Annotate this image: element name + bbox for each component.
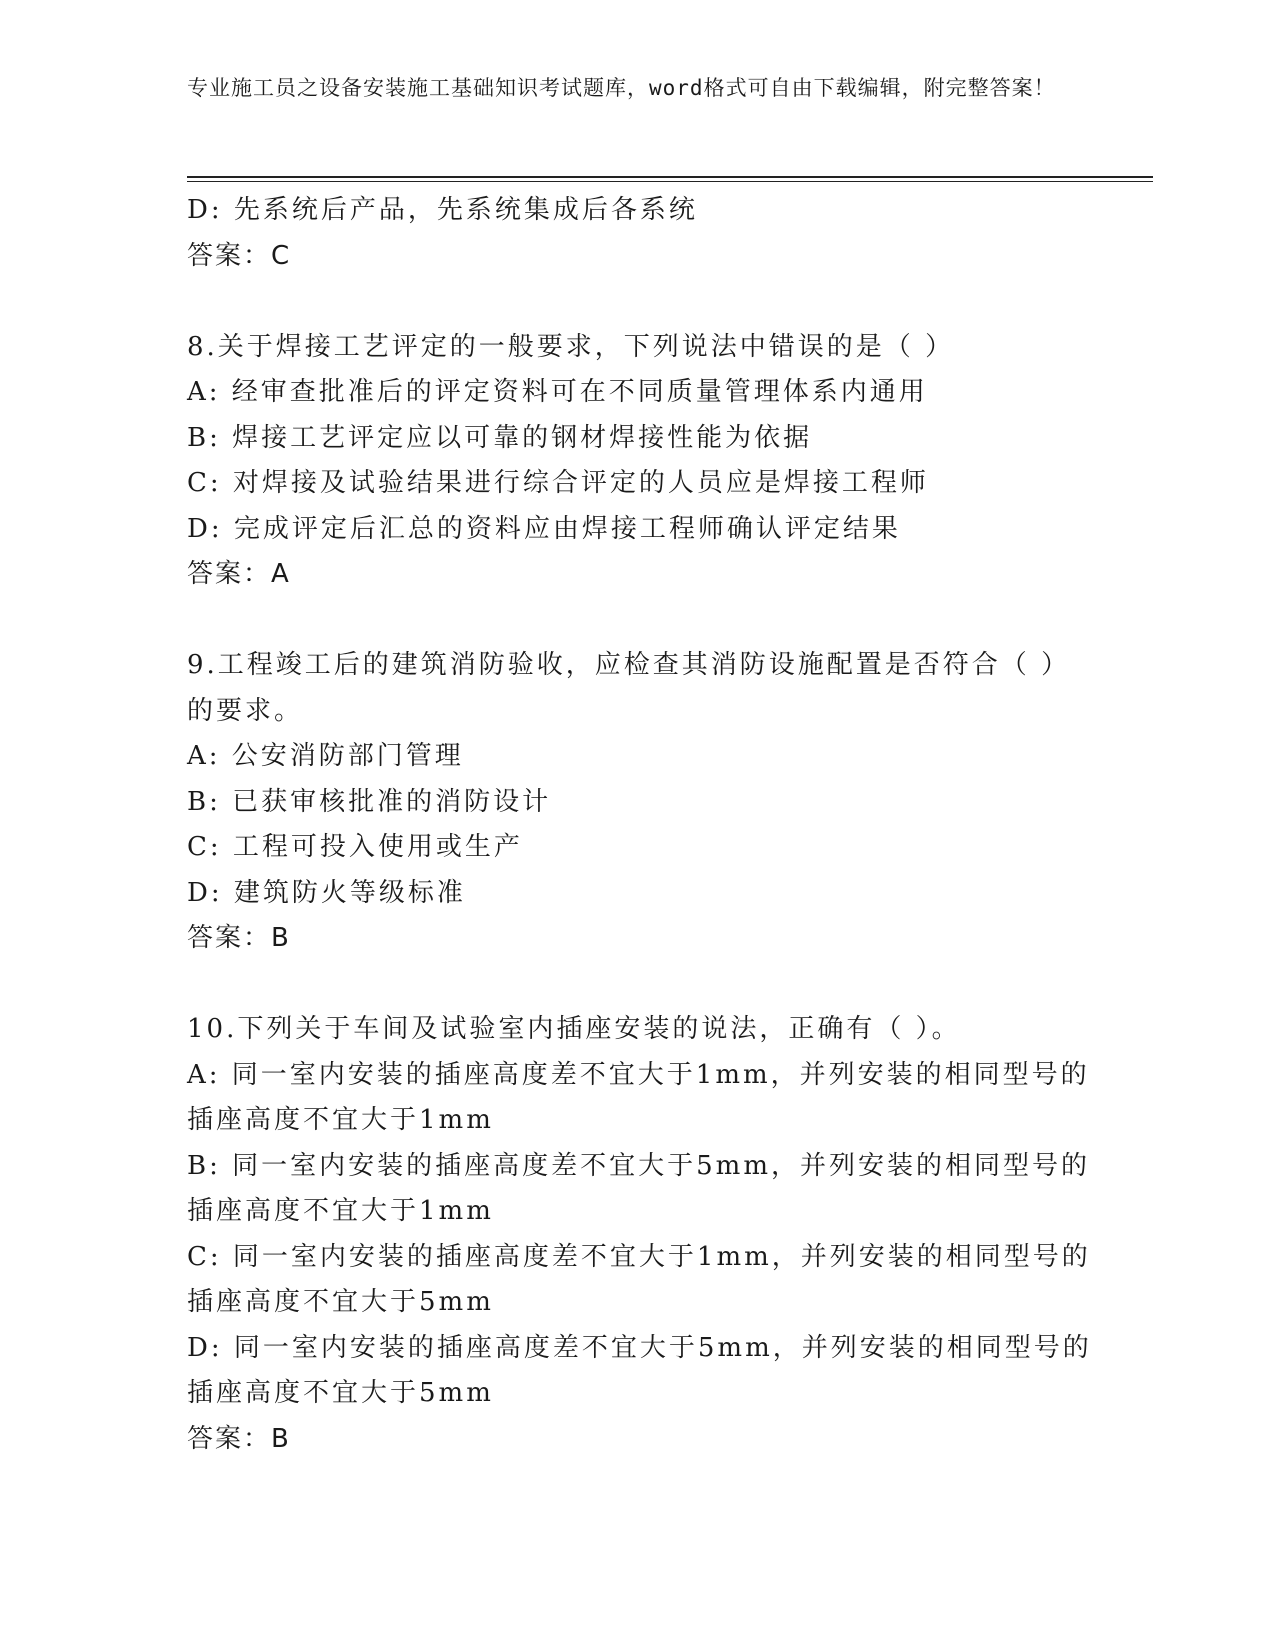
header-divider-thin: [187, 181, 1153, 182]
question-10: [187, 1007, 1092, 1462]
spacer: [187, 279, 1087, 325]
question-8: [187, 325, 1087, 598]
prev-option-d: D: 先系统后产品，先系统集成后各系统: [187, 195, 698, 225]
option-a: A: 公安消防部门管理: [187, 741, 464, 771]
question-stem: 8.关于焊接工艺评定的一般要求，下列说法中错误的是（ ）: [187, 331, 955, 362]
option-c: C: 同一室内安装的插座高度差不宜大于1mm，并列安装的相同型号的: [187, 1241, 1091, 1272]
option-d: D: 完成评定后汇总的资料应由焊接工程师确认评定结果: [187, 513, 901, 544]
answer: 答案：A: [187, 559, 291, 589]
question-stem-continued: 的要求。: [187, 695, 304, 726]
spacer: [187, 962, 1087, 1008]
header-divider-thick: [187, 176, 1153, 178]
answer: 答案：B: [187, 923, 291, 953]
option-d-continued: 插座高度不宜大于5mm: [187, 1378, 494, 1408]
question-9: [187, 643, 1087, 962]
question-content: [187, 188, 1092, 1462]
answer: 答案：B: [187, 1423, 291, 1454]
option-d: D: 建筑防火等级标准: [187, 877, 466, 908]
spacer: [187, 598, 1087, 644]
option-a: A: 同一室内安装的插座高度差不宜大于1mm，并列安装的相同型号的: [187, 1059, 1090, 1090]
option-b: B: 焊接工艺评定应以可靠的钢材焊接性能为依据: [187, 422, 813, 453]
prev-answer: 答案：C: [187, 240, 292, 271]
option-b: B: 已获审核批准的消防设计: [187, 786, 552, 817]
question-stem: 10.下列关于车间及试验室内插座安装的说法，正确有（ ）。: [187, 1014, 961, 1044]
option-c: C: 对焊接及试验结果进行综合评定的人员应是焊接工程师: [187, 468, 929, 498]
option-b-continued: 插座高度不宜大于1mm: [187, 1196, 494, 1226]
document-header: 专业施工员之设备安装施工基础知识考试题库，word格式可自由下载编辑，附完整答案！: [187, 76, 1056, 100]
option-c: C: 工程可投入使用或生产: [187, 832, 523, 862]
question-stem: 9.工程竣工后的建筑消防验收，应检查其消防设施配置是否符合（ ）: [187, 650, 1071, 680]
option-a: A: 经审查批准后的评定资料可在不同质量管理体系内通用: [187, 377, 928, 407]
option-a-continued: 插座高度不宜大于1mm: [187, 1105, 494, 1135]
option-c-continued: 插座高度不宜大于5mm: [187, 1287, 494, 1317]
option-b: B: 同一室内安装的插座高度差不宜大于5mm，并列安装的相同型号的: [187, 1150, 1090, 1181]
option-d: D: 同一室内安装的插座高度差不宜大于5mm，并列安装的相同型号的: [187, 1332, 1092, 1363]
